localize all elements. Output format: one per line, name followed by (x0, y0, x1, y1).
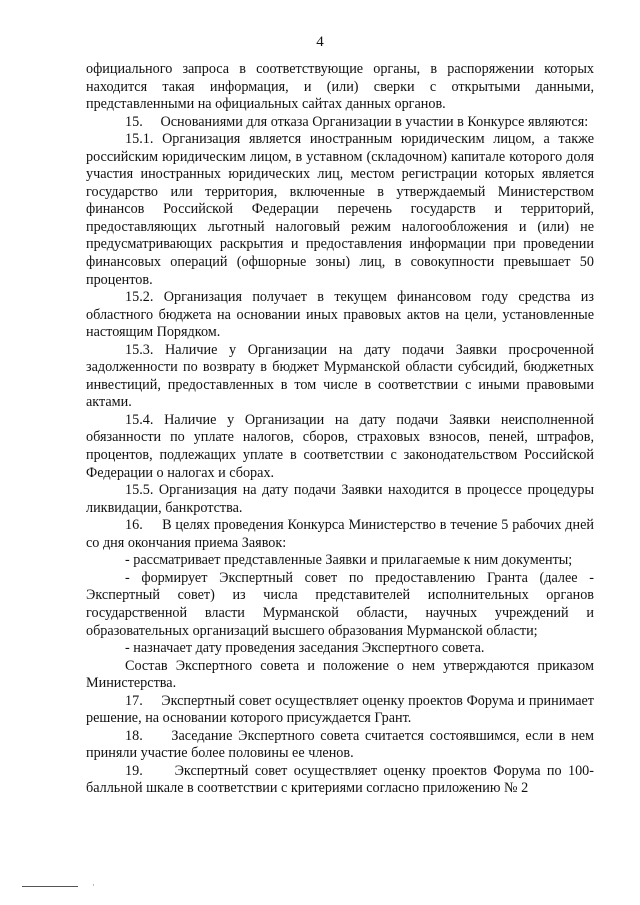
paragraph-15: 15. Основаниями для отказа Организации в участии в Конкурсе являются: (125, 113, 589, 130)
paragraph-15-1: 15.1. Организация является иностранным юридическим лицом, а также российским юридическим лицом, в уставном (складочном) капитале которого доля участия иностранных юридических лиц, местом регистрации которых является государство или территория, включенные в утверждаемый Министерством финансов Российской Федерации перечень государств и территорий, предоставляющих льготный налоговый режим налогообложения и (или) не предусматривающих раскрытия и предоставления информации при проведении финансовых операций (офшорные зоны) лиц, в совокупности превышает 50 процентов. (86, 131, 594, 288)
paragraph-19: 19. Экспертный совет осуществляет оценку проектов Форума по 100-балльной шкале в соответствии с критериями согласно приложению № 2 (86, 762, 594, 797)
document-body (86, 61, 594, 798)
paragraph-18: 18. Заседание Экспертного совета считается состоявшимся, если в нем приняли участие более половины ее членов. (86, 727, 594, 762)
paragraph-15-3: 15.3. Наличие у Организации на дату подачи Заявки просроченной задолженности по возврату в бюджет Мурманской области субсидий, бюджетных инвестиций, предоставленных в том числе в соответствии с иными правовыми актами. (86, 341, 594, 411)
list-item-form-expert-council: - формирует Экспертный совет по предоставлению Гранта (далее - Экспертный совет) из числа представителей исполнительных органов государственной власти Мурманской области, научных учреждений и образовательных организаций высшего образования Мурманской области; (86, 569, 594, 639)
list-item-set-meeting-date: - назначает дату проведения заседания Экспертного совета. (125, 640, 485, 657)
paragraph-15-2: 15.2. Организация получает в текущем финансовом году средства из областного бюджета на основании иных правовых актов на цели, установленные настоящим Порядком. (86, 289, 594, 341)
footer-mark: · (92, 880, 95, 890)
footer-divider (22, 886, 78, 887)
paragraph-council-composition: Состав Экспертного совета и положение о нем утверждаются приказом Министерства. (86, 657, 594, 692)
paragraph-intro-continuation: официального запроса в соответствующие органы, в распоряжении которых находится такая информация, и (или) сверки с открытыми данными, представленными на официальных сайтах данных органов. (86, 61, 594, 113)
paragraph-15-5: 15.5. Организация на дату подачи Заявки находится в процессе процедуры ликвидации, банкротства. (86, 482, 594, 516)
paragraph-15-4: 15.4. Наличие у Организации на дату подачи Заявки неисполненной обязанности по уплате налогов, сборов, страховых взносов, пеней, штрафов, процентов, подлежащих уплате в соответствии с законодательством Российской Федерации о налогах и сборах. (86, 411, 594, 481)
page-number: 4 (316, 34, 324, 50)
paragraph-16: 16. В целях проведения Конкурса Министерство в течение 5 рабочих дней со дня окончания приема Заявок: (86, 517, 594, 551)
list-item-review-applications: - рассматривает представленные Заявки и прилагаемые к ним документы; (125, 552, 573, 569)
paragraph-17: 17. Экспертный совет осуществляет оценку проектов Форума и принимает решение, на основании которого присуждается Грант. (86, 692, 594, 727)
